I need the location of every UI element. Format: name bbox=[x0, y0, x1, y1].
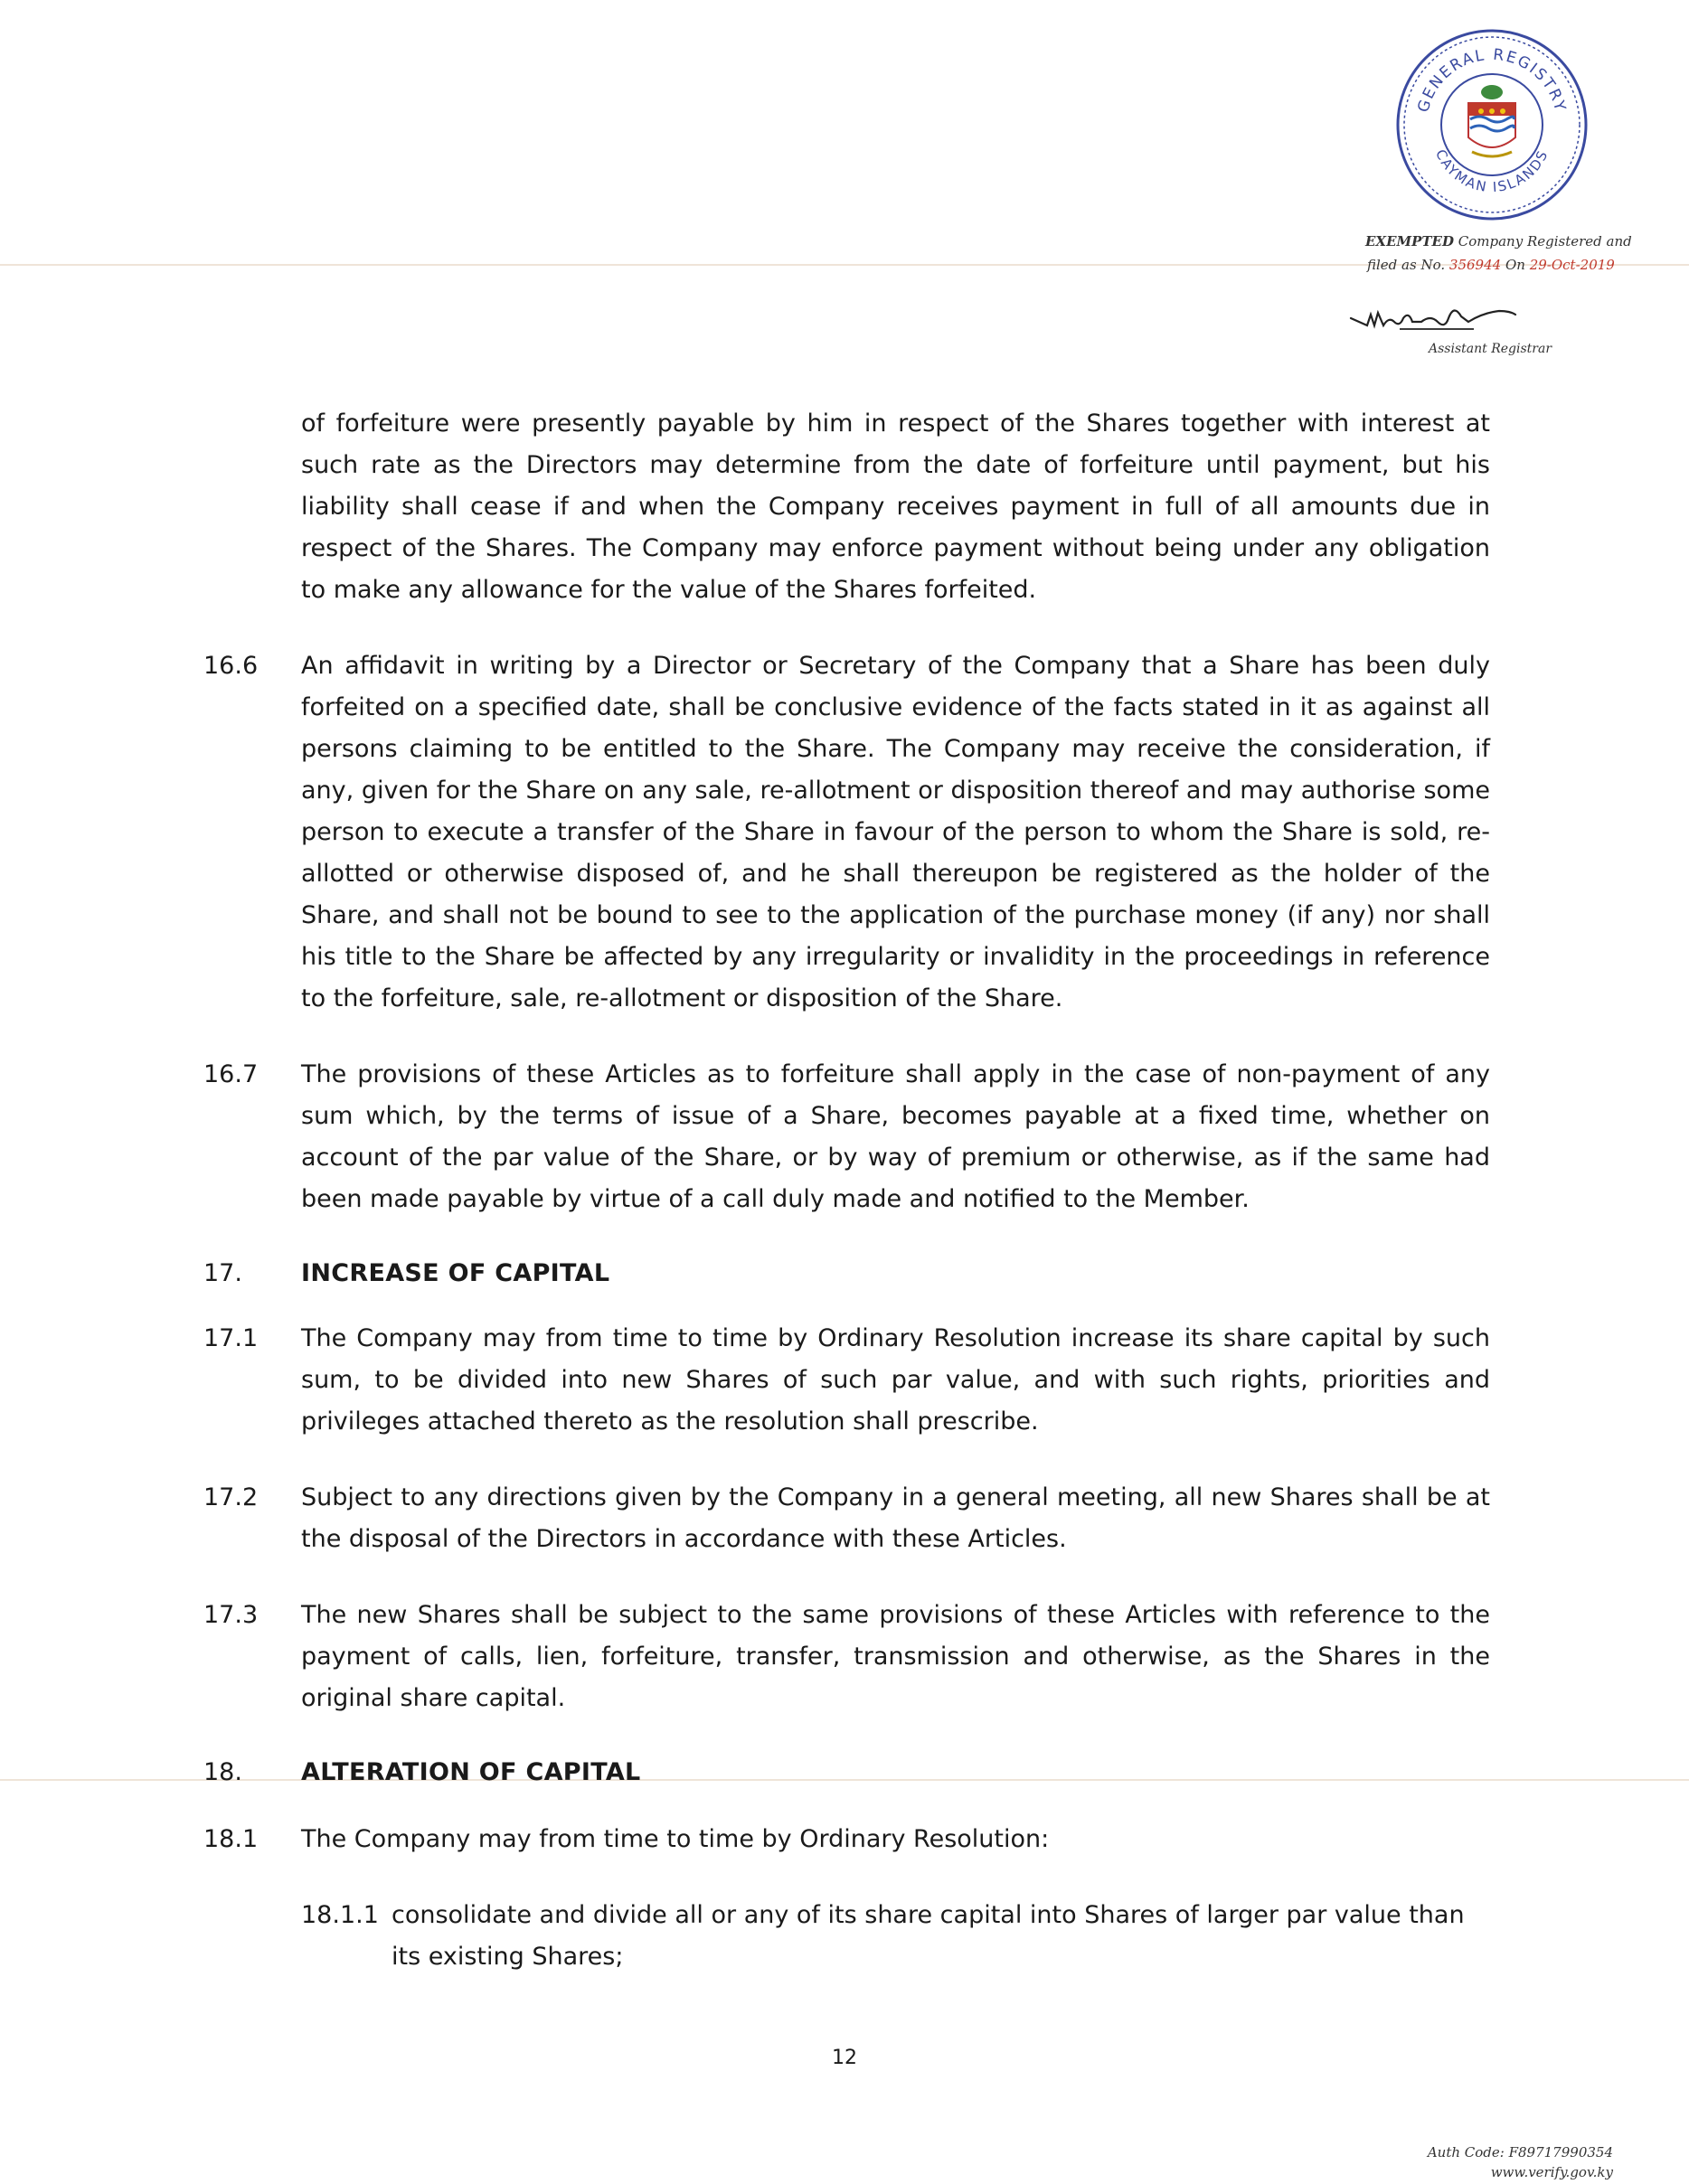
stamp-date: 29-Oct-2019 bbox=[1529, 257, 1615, 273]
section-heading-18: ALTERATION OF CAPITAL bbox=[301, 1758, 641, 1786]
section-text-17-3: The new Shares shall be subject to the same provisions of these Articles with reference to the payment of calls, lien, forfeiture, transfer, transmission and otherwise, as the Shares in the original share capital. bbox=[301, 1601, 1490, 1712]
section-text-16-6: An affidavit in writing by a Director or Secretary of the Company that a Share has been duly forfeited on a specified date, shall be conclusive evidence of the facts stated in it as against all persons claiming to be entitled to the Share. The Company may receive the consideration, if any, given for the Share on any sale, re-allotment or disposition thereof and may authorise some person to execute a transfer of the Share in favour of the person to whom the Share is sold, re-allotted or otherwise disposed of, and he shall thereupon be registered as the holder of the Share, and shall not be bound to see to the application of the purchase money (if any) nor shall his title to the Share be affected by any irregularity or invalidity in the proceedings in reference to the forfeiture, sale, re-allotment or disposition of the Share. bbox=[301, 652, 1490, 1012]
section-number-17-3: 17.3 bbox=[203, 1601, 259, 1629]
verify-url: www.verify.gov.ky bbox=[1490, 2164, 1613, 2180]
paragraph-continuation: of forfeiture were presently payable by him in respect of the Shares together with interest at such rate as the Directors may determine from the date of forfeiture until payment, but his liability shall cease if and when the Company receives payment in full of all amounts due in respect of the Shares. The Company may enforce payment without being under any obligation to make any allowance for the value of the Shares forfeited. bbox=[301, 410, 1490, 604]
stamp-status: EXEMPTED bbox=[1365, 233, 1454, 249]
stamp-registered-text: Company Registered and bbox=[1458, 233, 1632, 249]
section-18-1-1 bbox=[301, 1895, 1490, 1978]
stamp-registration-line bbox=[1365, 233, 1632, 249]
section-text-17-1: The Company may from time to time by Ordinary Resolution increase its share capital by such sum, to be divided into new Shares of such par value, and with such rights, priorities and privileges attached thereto as the resolution shall prescribe. bbox=[301, 1324, 1490, 1436]
section-number-17: 17. bbox=[203, 1259, 242, 1287]
section-number-18-1: 18.1 bbox=[203, 1825, 259, 1853]
stamp-on-text: On bbox=[1505, 257, 1525, 273]
section-text-16-7: The provisions of these Articles as to forfeiture shall apply in the case of non-payment of any sum which, by the terms of issue of a Share, becomes payable at a fixed time, whether on account of the par value of the Share, or by way of premium or otherwise, as if the same had been made payable by virtue of a call duly made and notified to the Member. bbox=[301, 1060, 1490, 1213]
stamp-filing-line bbox=[1367, 257, 1615, 273]
section-number-16-6: 16.6 bbox=[203, 652, 259, 680]
bottom-scan-rule bbox=[0, 1779, 1689, 1781]
svg-text:CAYMAN ISLANDS bbox=[1432, 147, 1552, 196]
section-text-17-2: Subject to any directions given by the Company in a general meeting, all new Shares shall be at the disposal of the Directors in accordance with these Articles. bbox=[301, 1483, 1490, 1553]
section-text-18-1-1-line2: its existing Shares; bbox=[392, 1943, 624, 1971]
stamp-role: Assistant Registrar bbox=[1429, 342, 1552, 356]
page-number: 12 bbox=[832, 2047, 857, 2069]
seal-text-top: GENERAL REGISTRY bbox=[1414, 45, 1570, 115]
section-number-18: 18. bbox=[203, 1758, 242, 1786]
section-number-16-7: 16.7 bbox=[203, 1060, 259, 1088]
section-number-18-1-1: 18.1.1 bbox=[301, 1901, 379, 1929]
section-number-17-1: 17.1 bbox=[203, 1324, 259, 1352]
section-number-17-2: 17.2 bbox=[203, 1483, 259, 1511]
auth-code: Auth Code: F89717990354 bbox=[1427, 2144, 1613, 2160]
section-text-18-1: The Company may from time to time by Ordinary Resolution: bbox=[301, 1825, 1050, 1853]
registrar-signature bbox=[1347, 295, 1519, 340]
section-text-18-1-1-line1: consolidate and divide all or any of its share capital into Shares of larger par value than bbox=[392, 1901, 1465, 1929]
seal-text-bottom: CAYMAN ISLANDS bbox=[1432, 146, 1552, 196]
stamp-filed-prefix: filed as No. bbox=[1367, 257, 1446, 273]
section-heading-17: INCREASE OF CAPITAL bbox=[301, 1259, 610, 1287]
registry-seal-icon bbox=[1392, 25, 1591, 224]
stamp-filing-number: 356944 bbox=[1448, 257, 1502, 273]
